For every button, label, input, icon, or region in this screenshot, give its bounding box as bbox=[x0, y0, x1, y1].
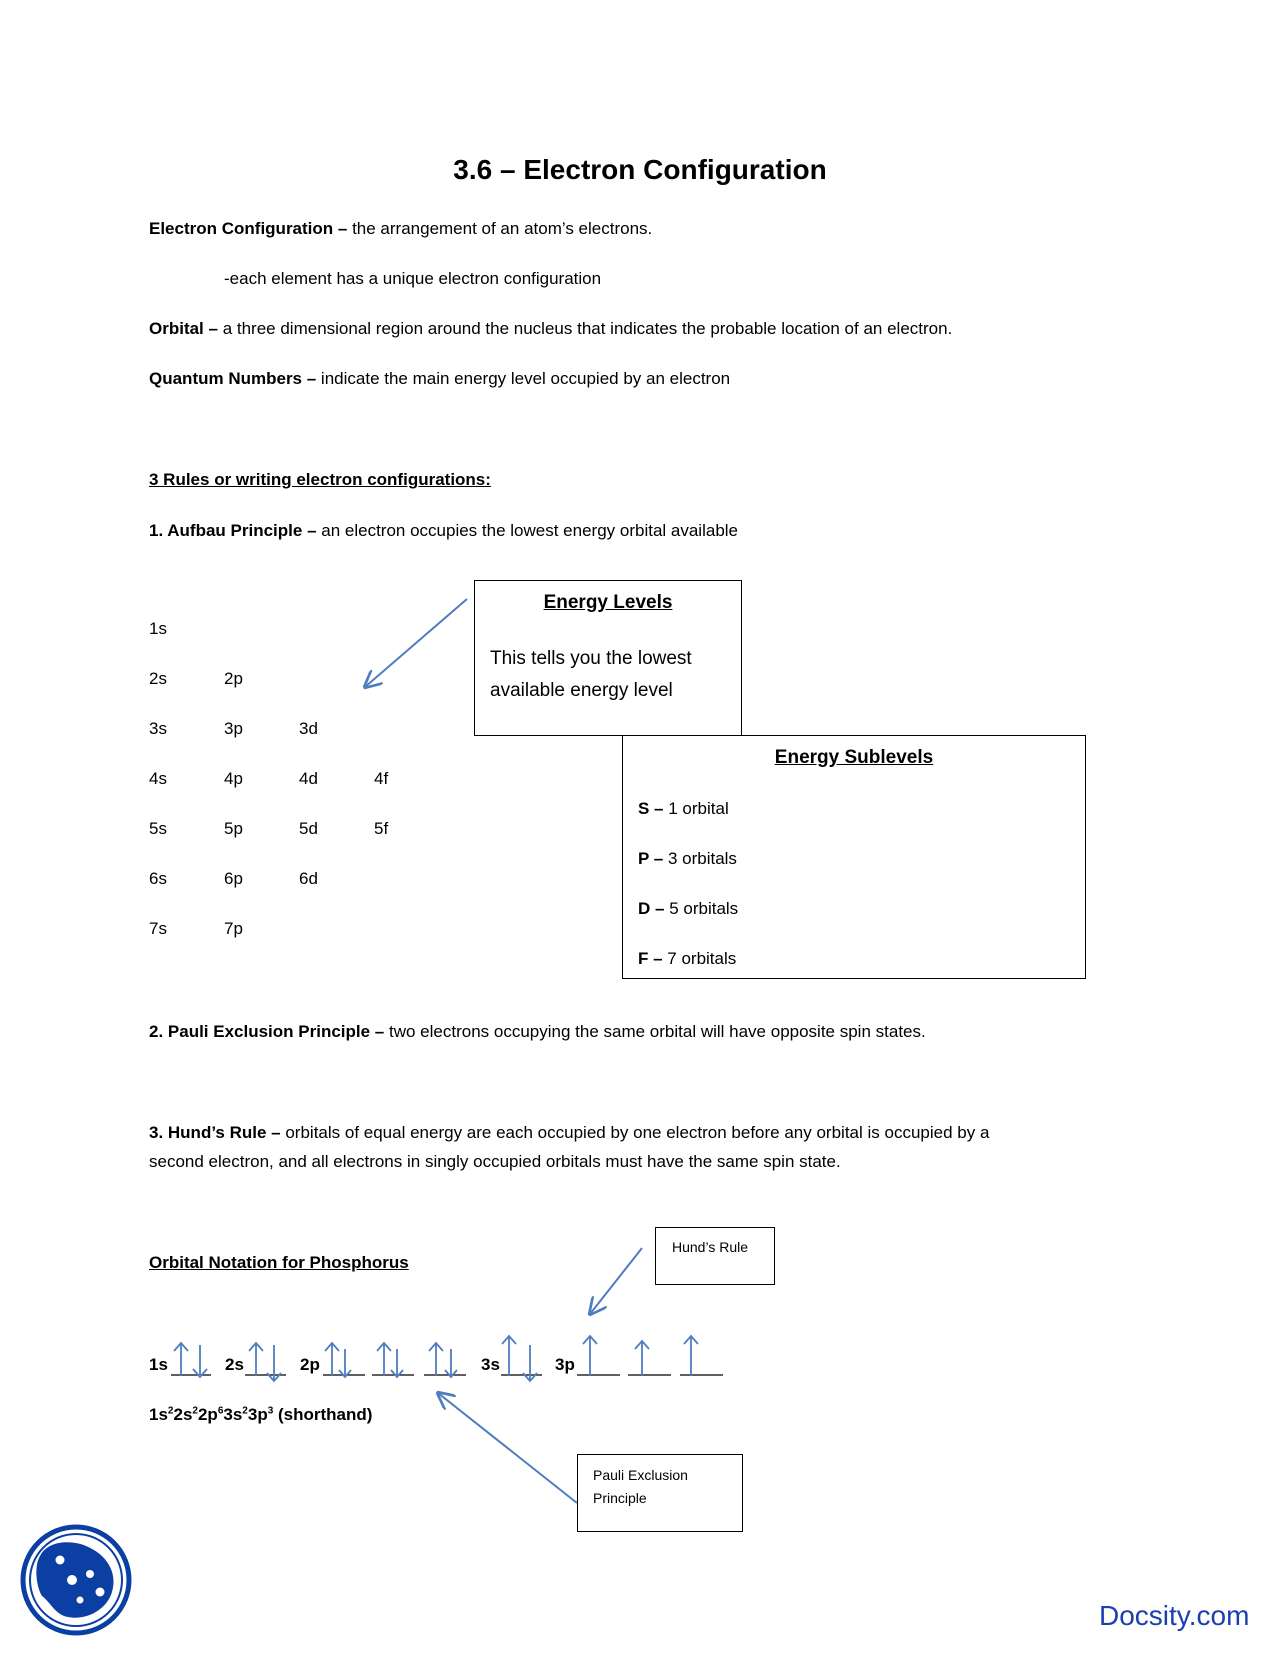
energy-levels-title: Energy Levels bbox=[543, 592, 673, 613]
shorthand-term: $1s^2$ bbox=[149, 1405, 174, 1424]
shorthand-label: (shorthand) bbox=[273, 1405, 373, 1424]
docsity-logo bbox=[23, 1527, 129, 1633]
energy-levels-pointer-arrow bbox=[365, 599, 467, 687]
spin-up-arrow bbox=[174, 1343, 188, 1376]
rule-term: 2. Pauli Exclusion Principle – bbox=[149, 1022, 385, 1041]
orbital-label-2p: 2p bbox=[300, 1355, 320, 1374]
spin-up-arrow bbox=[429, 1343, 443, 1376]
spin-down-arrow bbox=[267, 1345, 281, 1381]
docsity-watermark: Docsity.com bbox=[1099, 1600, 1250, 1631]
spin-up-arrow bbox=[684, 1336, 698, 1376]
orbital-grid-cell: 3s bbox=[149, 719, 167, 738]
sublevel-letter: P – bbox=[638, 849, 664, 868]
spin-down-arrow bbox=[445, 1349, 457, 1377]
orbital-grid-cell: 5s bbox=[149, 819, 167, 838]
rule-text: orbitals of equal energy are each occupied by one electron before any orbital is occupied by a bbox=[280, 1123, 990, 1142]
orbital-grid-cell: 5p bbox=[224, 819, 243, 838]
spin-down-arrow bbox=[339, 1349, 351, 1377]
shorthand-term: $3p^3$ bbox=[247, 1405, 274, 1424]
definition-term: Quantum Numbers – bbox=[149, 369, 317, 388]
spin-down-arrow bbox=[523, 1345, 537, 1381]
orbital-notation-heading: Orbital Notation for Phosphorus bbox=[149, 1253, 409, 1272]
sublevel-text: 5 orbitals bbox=[664, 899, 739, 918]
orbital-label-3s: 3s bbox=[481, 1355, 500, 1374]
shorthand-term: $3s^2$ bbox=[223, 1405, 248, 1424]
orbital-grid-cell: 6d bbox=[299, 869, 318, 888]
orbital-grid-cell: 4d bbox=[299, 769, 318, 788]
orbital-grid-cell: 3p bbox=[224, 719, 243, 738]
spin-down-arrow bbox=[193, 1345, 207, 1377]
rules-heading: 3 Rules or writing electron configurations: bbox=[149, 470, 491, 489]
orbital-grid-cell: 4s bbox=[149, 769, 167, 788]
energy-levels-line: available energy level bbox=[490, 680, 673, 701]
definition-text: the arrangement of an atom’s electrons. bbox=[347, 219, 653, 238]
orbital-grid-cell: 4f bbox=[374, 769, 389, 788]
spin-down-arrow bbox=[391, 1349, 403, 1377]
orbital-grid-cell: 6p bbox=[224, 869, 243, 888]
page-title: 3.6 – Electron Configuration bbox=[453, 154, 827, 185]
spin-up-arrow bbox=[377, 1343, 391, 1376]
orbital-grid-cell: 7p bbox=[224, 919, 243, 938]
sublevel-text: 3 orbitals bbox=[663, 849, 737, 868]
shorthand-term: $2s^2$ bbox=[173, 1405, 198, 1424]
pauli-pointer-arrow bbox=[438, 1393, 577, 1503]
orbital-label-1s: 1s bbox=[149, 1355, 168, 1374]
spin-up-arrow bbox=[635, 1341, 649, 1376]
orbital-grid-cell: 6s bbox=[149, 869, 167, 888]
sublevel-letter: D – bbox=[638, 899, 665, 918]
shorthand-term: $2p^6$ bbox=[197, 1405, 224, 1424]
spin-up-arrow bbox=[583, 1336, 597, 1376]
orbital-label-3p: 3p bbox=[555, 1355, 575, 1374]
orbital-grid-cell: 5d bbox=[299, 819, 318, 838]
hunds-rule-pointer-arrow bbox=[590, 1248, 642, 1314]
sublevel-text: 1 orbital bbox=[663, 799, 729, 818]
definition-text: -each element has a unique electron configuration bbox=[224, 269, 602, 288]
rule-hunds-continued: second electron, and all electrons in singly occupied orbitals must have the same spin state. bbox=[149, 1152, 841, 1171]
definition-term: Electron Configuration – bbox=[149, 219, 348, 238]
orbital-grid-cell: 7s bbox=[149, 919, 167, 938]
rule-term: 3. Hund’s Rule – bbox=[149, 1123, 281, 1142]
orbital-grid-cell: 2p bbox=[224, 669, 243, 688]
orbital-grid-cell: 4p bbox=[224, 769, 243, 788]
definition-text: a three dimensional region around the nucleus that indicates the probable location of an electron. bbox=[217, 319, 953, 338]
sublevel-letter: S – bbox=[638, 799, 664, 818]
orbital-grid-cell: 2s bbox=[149, 669, 167, 688]
energy-levels-line: This tells you the lowest bbox=[490, 648, 692, 669]
pauli-label-line1: Pauli Exclusion bbox=[593, 1467, 688, 1483]
rule-text: two electrons occupying the same orbital will have opposite spin states. bbox=[384, 1022, 926, 1041]
orbital-label-2s: 2s bbox=[225, 1355, 244, 1374]
sublevel-text: 7 orbitals bbox=[662, 949, 737, 968]
orbital-grid-cell: 5f bbox=[374, 819, 389, 838]
definition-term: Orbital – bbox=[149, 319, 218, 338]
spin-up-arrow bbox=[249, 1343, 263, 1376]
orbital-grid-cell: 3d bbox=[299, 719, 318, 738]
spin-up-arrow bbox=[502, 1336, 516, 1376]
definition-text: indicate the main energy level occupied by an electron bbox=[316, 369, 731, 388]
pauli-label-line2: Principle bbox=[593, 1490, 647, 1506]
energy-sublevels-title: Energy Sublevels bbox=[774, 747, 934, 768]
orbital-grid-cell: 1s bbox=[149, 619, 167, 638]
rule-term: 1. Aufbau Principle – bbox=[149, 521, 317, 540]
rule-text: an electron occupies the lowest energy orbital available bbox=[316, 521, 739, 540]
spin-up-arrow bbox=[325, 1343, 339, 1376]
sublevel-letter: F – bbox=[638, 949, 663, 968]
hunds-rule-label: Hund’s Rule bbox=[672, 1239, 749, 1255]
